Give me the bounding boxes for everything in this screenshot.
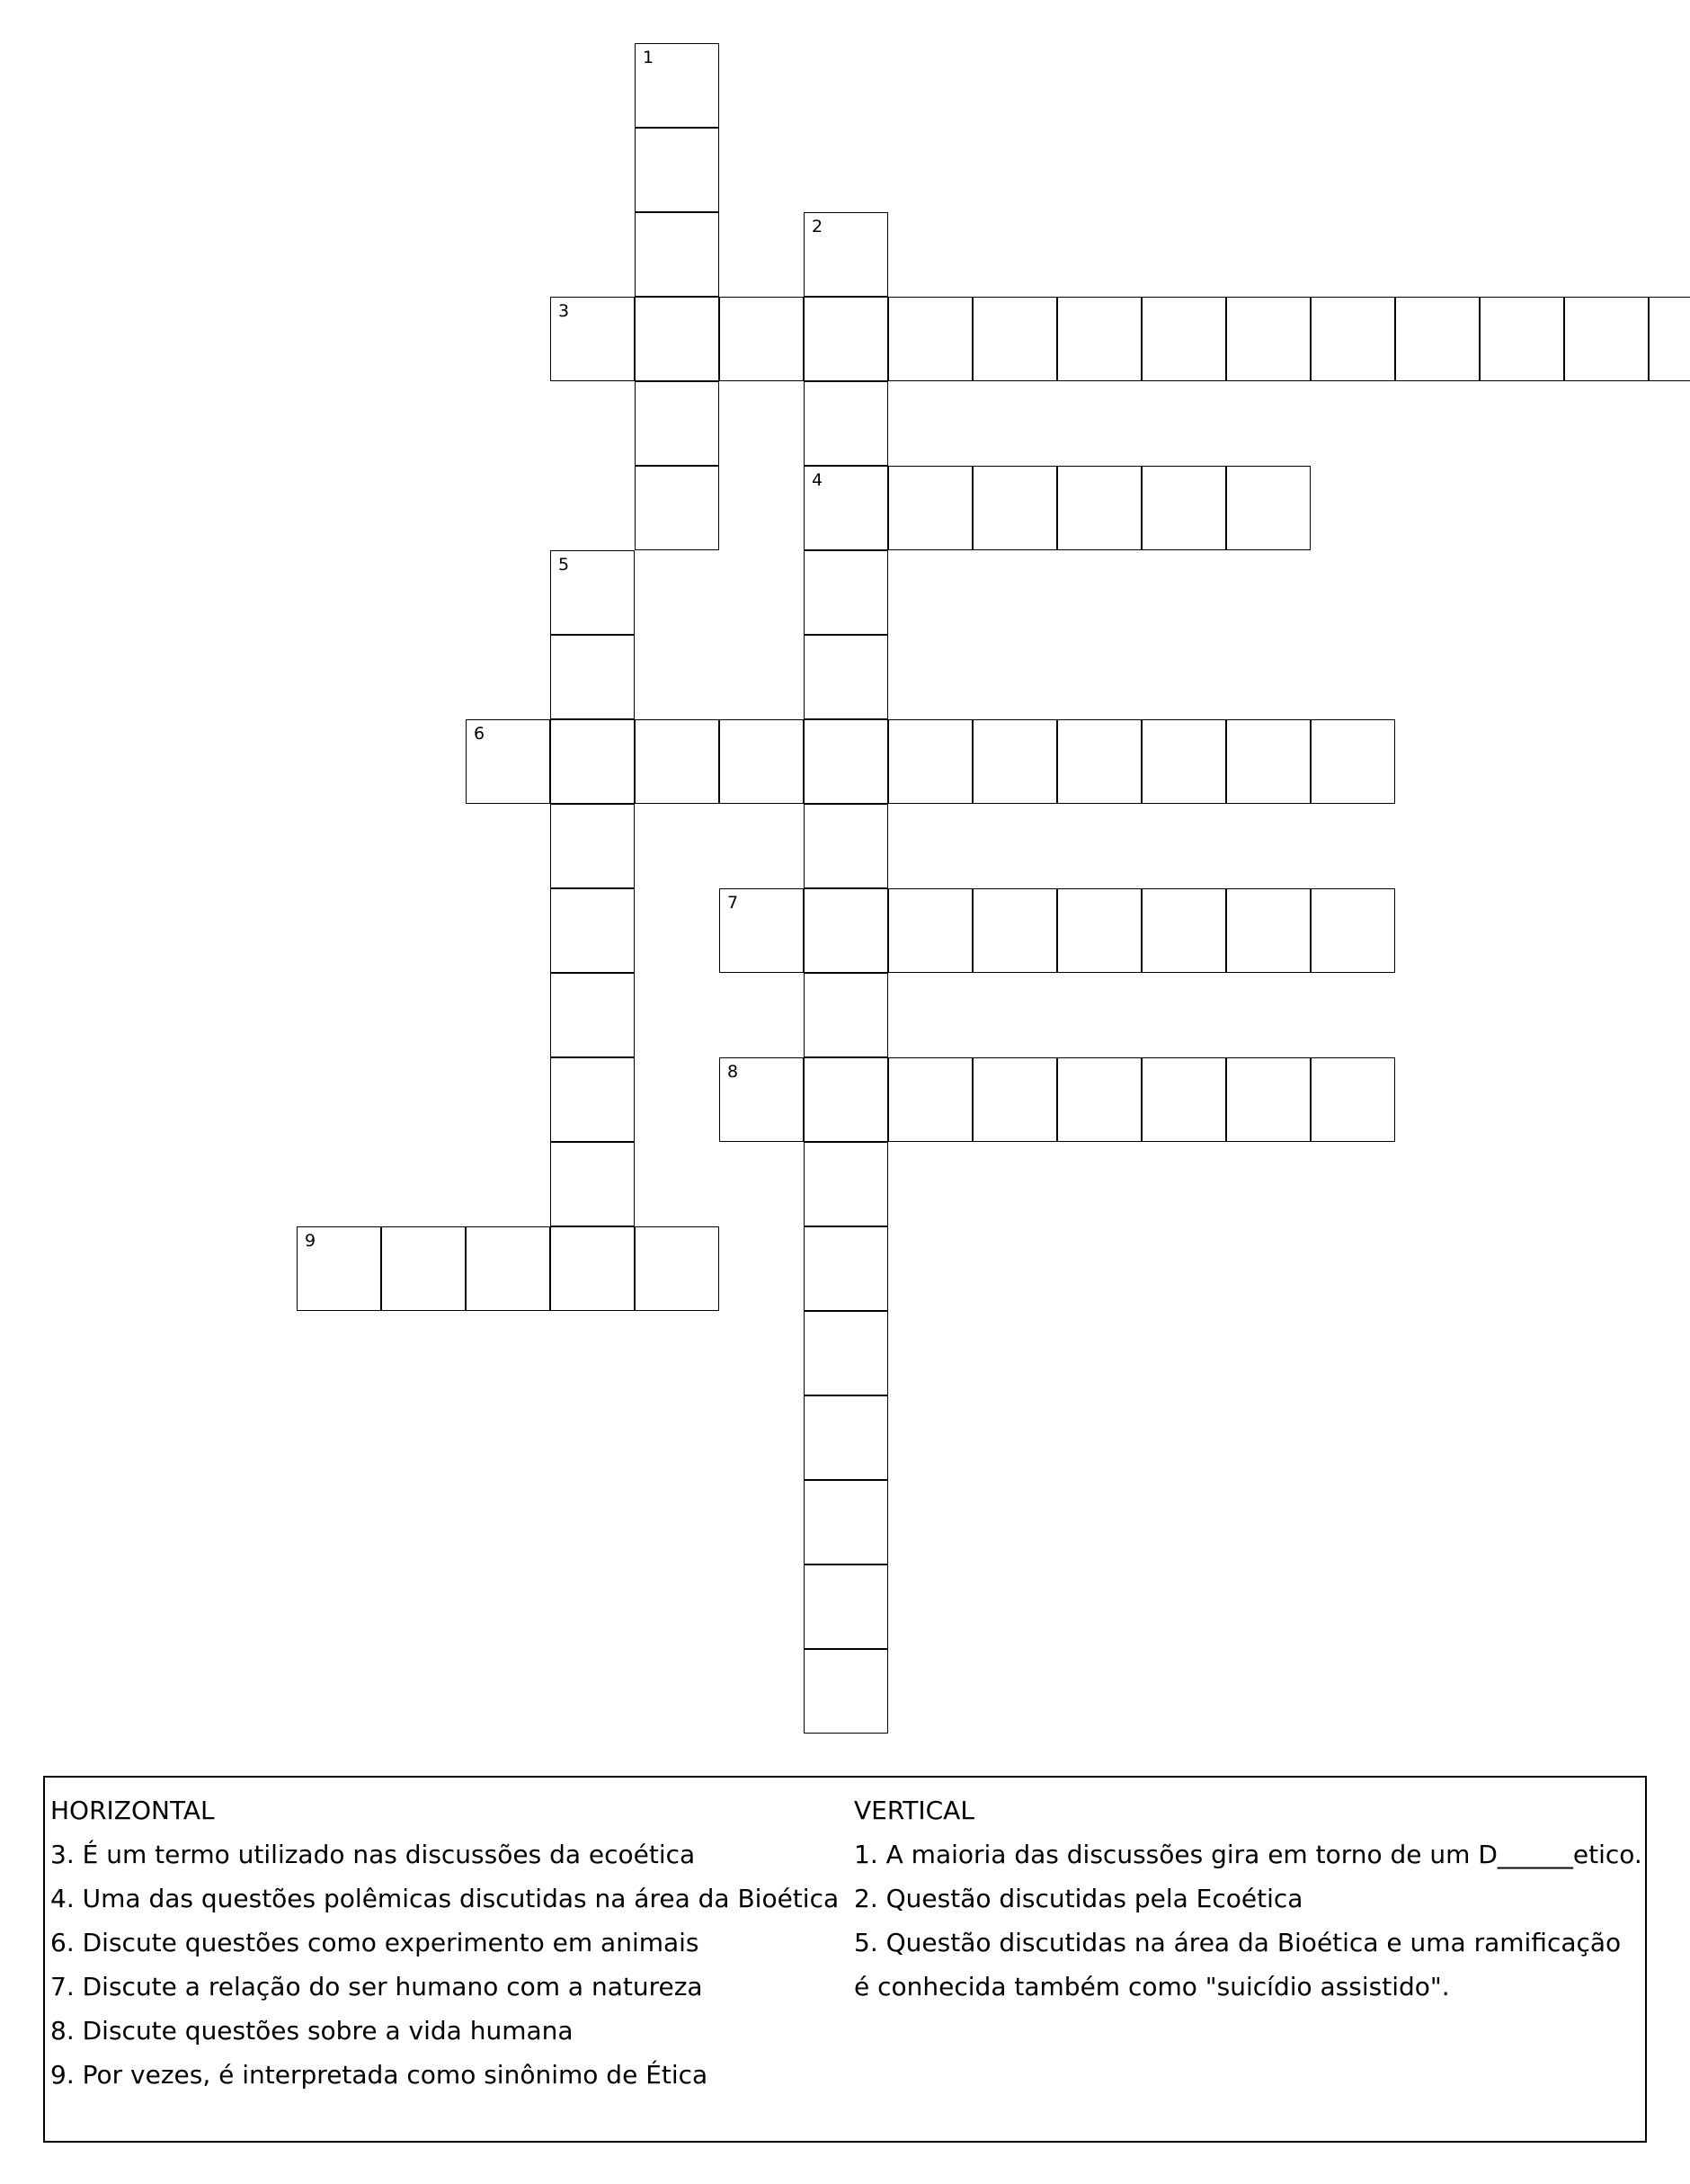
crossword-cell[interactable] [804,1564,888,1649]
clue-horizontal-3: 3. É um termo utilizado nas discussões da ecoética [50,1840,696,1869]
crossword-cell[interactable] [550,804,635,888]
clue-number: 5 [558,555,570,575]
crossword-cell[interactable] [635,43,719,128]
horizontal-clues [50,1788,841,2097]
crossword-cell[interactable] [1395,297,1480,381]
crossword-cell[interactable] [1142,888,1226,973]
clue-number: 7 [727,893,739,913]
crossword-cell[interactable] [1649,297,1690,381]
clue-horizontal-6: 6. Discute questões como experimento em animais [50,1928,699,1957]
crossword-cell[interactable] [973,297,1057,381]
clue-number: 3 [558,301,570,321]
crossword-cell[interactable] [804,212,888,297]
crossword-cell[interactable] [719,719,804,804]
crossword-cell[interactable] [550,719,635,804]
crossword-cell[interactable] [550,1057,635,1142]
crossword-cell[interactable] [888,466,973,550]
crossword-cell[interactable] [550,1142,635,1226]
crossword-cell[interactable] [973,888,1057,973]
crossword-cell[interactable] [804,1057,888,1142]
clue-number: 2 [812,217,823,236]
vertical-clues [854,1788,1642,2009]
clue-horizontal-9: 9. Por vezes, é interpretada como sinônimo de Ética [50,2060,708,2090]
crossword-cell[interactable] [888,719,973,804]
crossword-cell[interactable] [1226,466,1311,550]
crossword-cell[interactable] [550,550,635,635]
crossword-cell[interactable] [1057,1057,1142,1142]
crossword-cell[interactable] [635,128,719,212]
clue-number: 8 [727,1062,739,1082]
clue-number: 9 [305,1231,316,1251]
crossword-cell[interactable] [1226,719,1311,804]
crossword-cell[interactable] [550,888,635,973]
crossword-cell[interactable] [1142,1057,1226,1142]
crossword-cell[interactable] [804,1395,888,1480]
crossword-cell[interactable] [635,1226,719,1311]
crossword-cell[interactable] [804,719,888,804]
crossword-cell[interactable] [550,973,635,1057]
crossword-cell[interactable] [804,888,888,973]
crossword-cell[interactable] [973,719,1057,804]
crossword-cell[interactable] [1142,719,1226,804]
crossword-cell[interactable] [297,1226,381,1311]
crossword-cell[interactable] [550,635,635,719]
clue-number: 6 [474,724,485,744]
crossword-cell[interactable] [804,466,888,550]
clue-horizontal-7: 7. Discute a relação do ser humano com a natureza [50,1972,703,2001]
crossword-cell[interactable] [466,1226,550,1311]
crossword-cell[interactable] [888,888,973,973]
crossword-cell[interactable] [804,1649,888,1734]
crossword-cell[interactable] [1057,466,1142,550]
clue-vertical-1: 1. A maioria das discussões gira em torno de um D______etico. [854,1840,1642,1869]
crossword-cell[interactable] [1057,297,1142,381]
crossword-cell[interactable] [888,1057,973,1142]
crossword-cell[interactable] [635,719,719,804]
crossword-cell[interactable] [804,297,888,381]
crossword-cell[interactable] [804,1226,888,1311]
crossword-cell[interactable] [719,888,804,973]
clues-box [43,1776,1647,2143]
crossword-cell[interactable] [466,719,550,804]
crossword-cell[interactable] [550,297,635,381]
crossword-cell[interactable] [804,973,888,1057]
crossword-cell[interactable] [804,381,888,466]
crossword-cell[interactable] [1057,719,1142,804]
clue-number: 4 [812,470,823,490]
horizontal-title: HORIZONTAL [50,1796,215,1825]
crossword-cell[interactable] [1142,297,1226,381]
clue-horizontal-8: 8. Discute questões sobre a vida humana [50,2016,574,2046]
crossword-cell[interactable] [804,635,888,719]
crossword-cell[interactable] [804,1480,888,1564]
crossword-cell[interactable] [1311,297,1395,381]
crossword-cell[interactable] [1057,888,1142,973]
crossword-cell[interactable] [888,297,973,381]
crossword-cell[interactable] [381,1226,466,1311]
crossword-cell[interactable] [719,297,804,381]
crossword-cell[interactable] [804,1311,888,1395]
clue-vertical-5: 5. Questão discutidas na área da Bioética e uma ramificação é conhecida também como "suicídio assistido". [854,1928,1622,2001]
crossword-cell[interactable] [1311,888,1395,973]
crossword-cell[interactable] [635,297,719,381]
clue-horizontal-4: 4. Uma das questões polêmicas discutidas na área da Bioética [50,1884,840,1913]
crossword-cell[interactable] [635,466,719,550]
crossword-cell[interactable] [973,1057,1057,1142]
crossword-cell[interactable] [1226,1057,1311,1142]
crossword-cell[interactable] [550,1226,635,1311]
crossword-cell[interactable] [635,381,719,466]
crossword-cell[interactable] [635,212,719,297]
crossword-cell[interactable] [1226,297,1311,381]
crossword-cell[interactable] [973,466,1057,550]
crossword-cell[interactable] [1564,297,1649,381]
clue-vertical-2: 2. Questão discutidas pela Ecoética [854,1884,1303,1913]
vertical-title: VERTICAL [854,1796,974,1825]
crossword-cell[interactable] [1480,297,1564,381]
crossword-cell[interactable] [1226,888,1311,973]
crossword-cell[interactable] [1142,466,1226,550]
crossword-cell[interactable] [1311,719,1395,804]
crossword-cell[interactable] [719,1057,804,1142]
crossword-cell[interactable] [804,550,888,635]
crossword-cell[interactable] [804,804,888,888]
clue-number: 1 [643,48,654,67]
crossword-cell[interactable] [804,1142,888,1226]
crossword-cell[interactable] [1311,1057,1395,1142]
